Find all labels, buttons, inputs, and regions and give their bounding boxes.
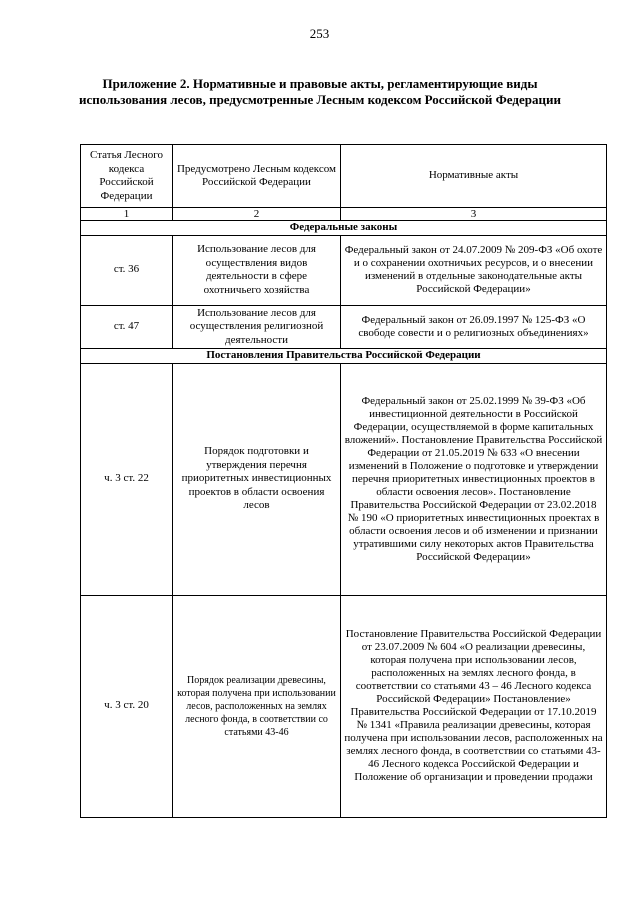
provided-cell: Порядок реализации древесины, которая получена при использовании лесов, расположенных на землях лесного фонда, в соответствии со статьями 43-46 [173, 595, 341, 817]
article-cell: ч. 3 ст. 20 [81, 595, 173, 817]
section-row-government-decrees [81, 349, 607, 364]
acts-cell: Федеральный закон от 24.07.2009 № 209-ФЗ «Об охоте и о сохранении охотничьих ресурсов, и о внесении изменений в отдельные законодательные акты Российской Федерации» [341, 235, 607, 305]
provided-cell: Использование лесов для осуществления религиозной деятельности [173, 305, 341, 349]
article-cell: ч. 3 ст. 22 [81, 363, 173, 595]
table-row [81, 595, 607, 817]
header-provided: Предусмотрено Лесным кодексом Российской Федерации [173, 145, 341, 208]
column-number: 2 [173, 208, 341, 221]
table-row [81, 305, 607, 349]
article-cell: ст. 47 [81, 305, 173, 349]
acts-cell: Федеральный закон от 26.09.1997 № 125-ФЗ «О свободе совести и о религиозных объединениях» [341, 305, 607, 349]
column-number: 3 [341, 208, 607, 221]
provided-cell: Использование лесов для осуществления видов деятельности в сфере охотничьего хозяйства [173, 235, 341, 305]
provided-cell: Порядок подготовки и утверждения перечня приоритетных инвестиционных проектов в области освоения лесов [173, 363, 341, 595]
article-cell: ст. 36 [81, 235, 173, 305]
table-row [81, 235, 607, 305]
column-number: 1 [81, 208, 173, 221]
table-row [81, 363, 607, 595]
normative-acts-table [80, 144, 607, 818]
section-row-federal-laws [81, 221, 607, 236]
acts-cell: Постановление Правительства Российской Федерации от 23.07.2009 № 604 «О реализации древесины, которая получена при использовании лесов, расположенных на землях лесного фонда, в соответствии со статьями 43 – 46 Лесного кодекса Российской Федерации» Постановление» Правительства Российской Федерации от 17.10.2019 № 1341 «Правила реализации древесины, которая получена при использовании лесов, расположенных на землях лесного фонда, в соответствии со статьями 43-46 Лесного кодекса Российской Федерации и Положение об организации и проведении продажи [341, 595, 607, 817]
acts-cell: Федеральный закон от 25.02.1999 № 39-ФЗ «Об инвестиционной деятельности в Российской Федерации, осуществляемой в форме капитальных вложений». Постановление Правительства Российской Федерации от 21.05.2019 № 633 «О внесении изменений в Положение о подготовке и утверждении перечня приоритетных инвестиционных проектов в области освоения лесов». Постановление Правительства Российской Федерации от 23.02.2018 № 190 «О приоритетных инвестиционных проектах в области освоения лесов и об изменении и признании утратившими силу некоторых актов Правительства Российской Федерации» [341, 363, 607, 595]
section-title: Постановления Правительства Российской Федерации [81, 349, 607, 364]
header-acts: Нормативные акты [341, 145, 607, 208]
appendix-title: Приложение 2. Нормативные и правовые акты, регламентирующие виды использования лесов, предусмотренные Лесным кодексом Российской Федерации [79, 76, 561, 107]
page-number: 253 [309, 26, 330, 41]
header-article: Статья Лесного кодекса Российской Федерации [81, 145, 173, 208]
section-title: Федеральные законы [81, 221, 607, 236]
column-number-row [81, 208, 607, 221]
table-header-row [81, 145, 607, 208]
